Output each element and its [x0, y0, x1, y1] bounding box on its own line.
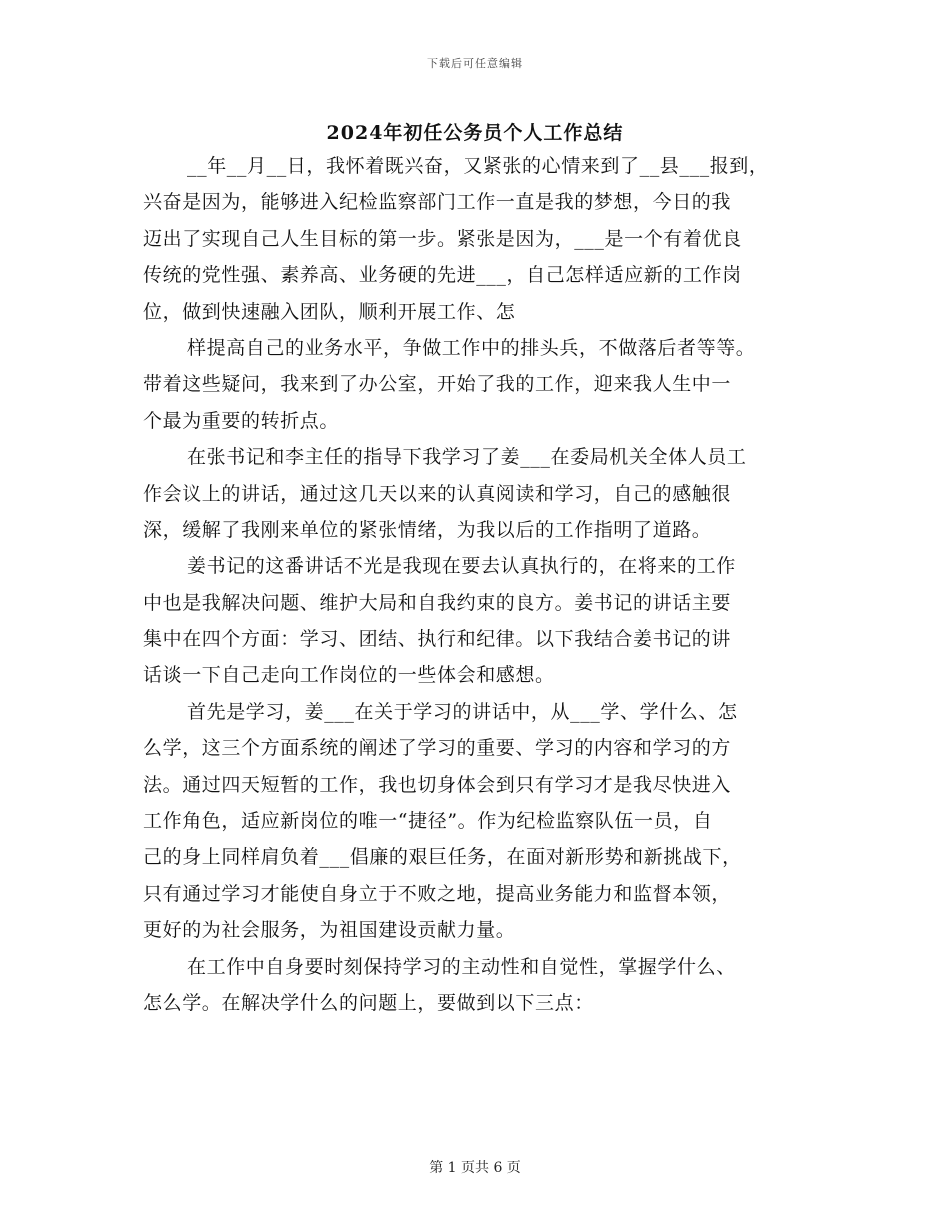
text-line: 法。通过四天短暂的工作，我也切身体会到只有学习才是我尽快进入 — [143, 773, 732, 796]
text-line: 怎么学。在解决学什么的问题上，要做到以下三点： — [143, 991, 594, 1014]
text-line: 在张书记和李主任的指导下我学习了姜___在委局机关全体人员工 — [187, 446, 747, 469]
text-line: 样提高自己的业务水平，争做工作中的排头兵，不做落后者等等。 — [187, 336, 756, 359]
text-line: 己的身上同样肩负着___倡廉的艰巨任务，在面对新形势和新挑战下， — [143, 846, 742, 869]
document-body — [143, 148, 823, 1021]
text-line: __年__月__日，我怀着既兴奋，又紧张的心情来到了__县___报到， — [187, 155, 769, 177]
text-line: 话谈一下自己走向工作岗位的一些体会和感想。 — [143, 664, 555, 687]
text-line: 更好的为社会服务，为祖国建设贡献力量。 — [143, 919, 516, 942]
text-line: 工作角色，适应新岗位的唯一“捷径”。作为纪检监察队伍一员，自 — [143, 810, 713, 833]
text-line: 深，缓解了我刚来单位的紧张情绪，为我以后的工作指明了道路。 — [143, 518, 712, 541]
text-line: 带着这些疑问，我来到了办公室，开始了我的工作，迎来我人生中一 — [143, 373, 732, 396]
text-line: 迈出了实现自己人生目标的第一步。紧张是因为，___是一个有着优良 — [143, 227, 742, 250]
text-line: 姜书记的这番讲话不光是我现在要去认真执行的，在将来的工作 — [187, 555, 736, 578]
text-line: 兴奋是因为，能够进入纪检监察部门工作一直是我的梦想，今日的我 — [143, 191, 732, 214]
text-line: 传统的党性强、素养高、业务硬的先进___，自己怎样适应新的工作岗 — [143, 264, 742, 287]
text-line: 么学，这三个方面系统的阐述了学习的重要、学习的内容和学习的方 — [143, 737, 732, 760]
text-line: 作会议上的讲话，通过这几天以来的认真阅读和学习，自己的感触很 — [143, 482, 732, 505]
text-line: 集中在四个方面：学习、团结、执行和纪律。以下我结合姜书记的讲 — [143, 628, 732, 651]
text-line: 位，做到快速融入团队，顺利开展工作、怎 — [143, 300, 516, 323]
text-line: 首先是学习，姜___在关于学习的讲话中，从___学、学什么、怎 — [187, 700, 738, 723]
document-title: 2024年初任公务员个人工作总结 — [326, 122, 624, 144]
text-line: 个最为重要的转折点。 — [143, 409, 340, 432]
text-line: 中也是我解决问题、维护大局和自我约束的良方。姜书记的讲话主要 — [143, 591, 732, 614]
header-note: 下载后可任意编辑 — [427, 57, 523, 70]
text-line: 只有通过学习才能使自身立于不败之地，提高业务能力和监督本领， — [143, 882, 732, 905]
text-line: 在工作中自身要时刻保持学习的主动性和自觉性，掌握学什么、 — [187, 955, 736, 978]
page-footer: 第 1 页共 6 页 — [429, 1160, 521, 1176]
